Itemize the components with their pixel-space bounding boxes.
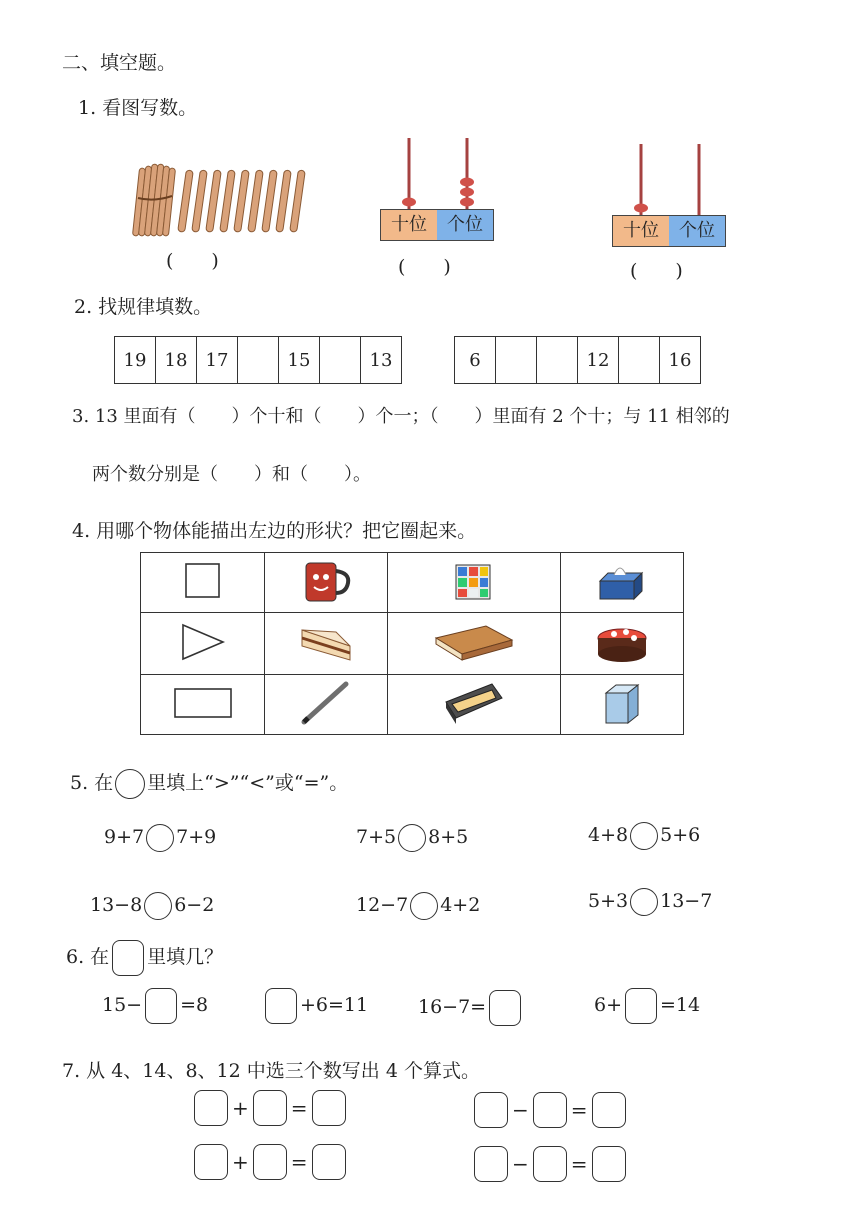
seq-blank[interactable] [320,337,361,384]
compare-circle[interactable] [146,824,174,852]
rounded-box-icon [112,940,144,976]
compare-item [90,892,214,920]
fill-text: =14 [660,994,701,1016]
q3-line-2: 两个数分别是（ ）和（ ）。 [92,464,371,485]
seq-cell: 6 [455,337,496,384]
minus-sign: − [512,1152,529,1176]
q1-prompt: 1. 看图写数。 [78,97,198,119]
compare-left: 13−8 [90,894,143,916]
eq-box[interactable] [533,1146,567,1182]
abacus-b-rods [612,142,732,218]
seq-blank[interactable] [496,337,537,384]
q7-prompt: 7. 从 4、14、8、12 中选三个数写出 4 个算式。 [62,1060,480,1082]
fill-box[interactable] [489,990,521,1026]
q2-prompt: 2. 找规律填数。 [74,296,213,318]
compare-left: 5+3 [588,890,629,912]
eq-box[interactable] [194,1090,228,1126]
ones-label: 个位 [437,210,493,240]
compare-circle[interactable] [398,824,426,852]
fill-text: 16−7= [418,996,487,1018]
rectangle-shape-cell [141,675,265,735]
eq-box[interactable] [194,1144,228,1180]
loose-sticks [178,170,306,232]
compare-item [104,824,216,852]
mug-icon[interactable] [298,557,354,605]
square-shape-cell [141,553,265,613]
q6-prompt-a: 6. 在 [66,946,110,968]
mug-cell[interactable] [265,553,388,613]
pencil-case-icon[interactable] [442,678,506,728]
eq-box[interactable] [533,1092,567,1128]
round-cake-cell[interactable] [560,613,683,675]
section-title: 二、填空题。 [62,52,177,74]
compare-circle[interactable] [410,892,438,920]
equals-sign: = [570,1152,588,1176]
square-shape-icon [183,561,223,601]
seq-cell: 15 [279,337,320,384]
seq-cell: 13 [361,337,402,384]
compare-right: 6−2 [174,894,215,916]
eq-box[interactable] [312,1144,346,1180]
fill-item [102,988,208,1024]
sequence-row-1 [114,336,402,384]
compare-right: 4+2 [440,894,481,916]
book-cell[interactable] [388,613,560,675]
tens-label: 十位 [613,216,669,246]
tens-label: 十位 [381,210,437,240]
eq-box[interactable] [474,1092,508,1128]
eq-box[interactable] [253,1144,287,1180]
pencil-icon[interactable] [296,678,356,728]
fill-box[interactable] [265,988,297,1024]
rectangle-shape-icon [172,685,234,721]
bead [402,198,416,207]
q1-answer-3[interactable]: ( ) [630,260,683,282]
compare-right: 5+6 [660,824,701,846]
q1-answer-2[interactable]: ( ) [398,256,451,278]
circle-icon [115,769,145,799]
fill-item [262,988,368,1024]
eq-box[interactable] [312,1090,346,1126]
triangle-shape-icon [180,622,226,662]
compare-right: 7+9 [176,826,217,848]
seq-cell: 12 [578,337,619,384]
cube-puzzle-cell[interactable] [388,553,560,613]
fill-text: +6=11 [300,994,369,1016]
fill-text: =8 [180,994,209,1016]
compare-circle[interactable] [630,822,658,850]
shape-table [140,552,684,735]
compare-item [356,892,480,920]
eq-box[interactable] [474,1146,508,1182]
seq-blank[interactable] [537,337,578,384]
minus-sign: − [512,1098,529,1122]
equation-row [194,1144,346,1180]
round-cake-icon[interactable] [592,618,652,666]
ones-label: 个位 [669,216,725,246]
seq-cell: 18 [156,337,197,384]
fill-text: 6+ [594,994,623,1016]
compare-circle[interactable] [630,888,658,916]
compare-circle[interactable] [144,892,172,920]
q5-prompt [70,768,348,799]
bead [460,188,474,197]
compare-left: 12−7 [356,894,409,916]
cake-slice-icon[interactable] [296,618,356,666]
fill-text: 15− [102,994,143,1016]
cube-cell[interactable] [560,675,683,735]
compare-left: 9+7 [104,826,145,848]
seq-cell: 16 [660,337,701,384]
triangle-shape-cell [141,613,265,675]
bead [460,198,474,207]
tissue-box-cell[interactable] [560,553,683,613]
seq-cell: 17 [197,337,238,384]
stick-bundle [132,164,175,236]
equals-sign: = [570,1098,588,1122]
q1-answer-1[interactable]: ( ) [166,250,219,272]
q6-prompt-b: 里填几？ [147,946,224,968]
fill-box[interactable] [625,988,657,1024]
compare-left: 4+8 [588,824,629,846]
eq-box[interactable] [592,1146,626,1182]
bead [460,178,474,187]
compare-item [588,822,700,850]
abacus-a-bar [380,209,494,241]
eq-box[interactable] [253,1090,287,1126]
q3-line-1: 3. 13 里面有（ ）个十和（ ）个一；（ ）里面有 2 个十；与 11 相邻的 [72,406,730,427]
fill-item [594,988,700,1024]
pencil-cell[interactable] [265,675,388,735]
plus-sign: + [232,1150,249,1174]
cake-slice-cell[interactable] [265,613,388,675]
plus-sign: + [232,1096,249,1120]
q6-prompt [66,940,223,976]
equals-sign: = [290,1096,308,1120]
equation-row [194,1090,346,1126]
tissue-box-icon[interactable] [594,557,650,605]
compare-item [356,824,468,852]
q5-prompt-b: 里填上“>”“<”或“=”。 [147,772,349,794]
rubiks-cube-icon[interactable] [450,557,498,605]
compare-right: 13−7 [660,890,713,912]
book-icon[interactable] [432,620,516,664]
equals-sign: = [290,1150,308,1174]
seq-cell: 19 [115,337,156,384]
cube-icon[interactable] [598,679,646,727]
compare-left: 7+5 [356,826,397,848]
q5-prompt-a: 5. 在 [70,772,114,794]
seq-blank[interactable] [238,337,279,384]
seq-blank[interactable] [619,337,660,384]
sequence-row-2 [454,336,701,384]
compare-item [588,888,712,916]
abacus-a-rods [380,136,500,212]
bead [634,204,648,213]
abacus-b-bar [612,215,726,247]
equation-row [474,1092,626,1128]
sticks-image [132,158,307,240]
equation-row [474,1146,626,1182]
compare-right: 8+5 [428,826,469,848]
eq-box[interactable] [592,1092,626,1128]
q4-prompt: 4. 用哪个物体能描出左边的形状？把它圈起来。 [72,520,477,542]
fill-box[interactable] [145,988,177,1024]
pencil-case-cell[interactable] [388,675,560,735]
fill-item [418,990,524,1026]
